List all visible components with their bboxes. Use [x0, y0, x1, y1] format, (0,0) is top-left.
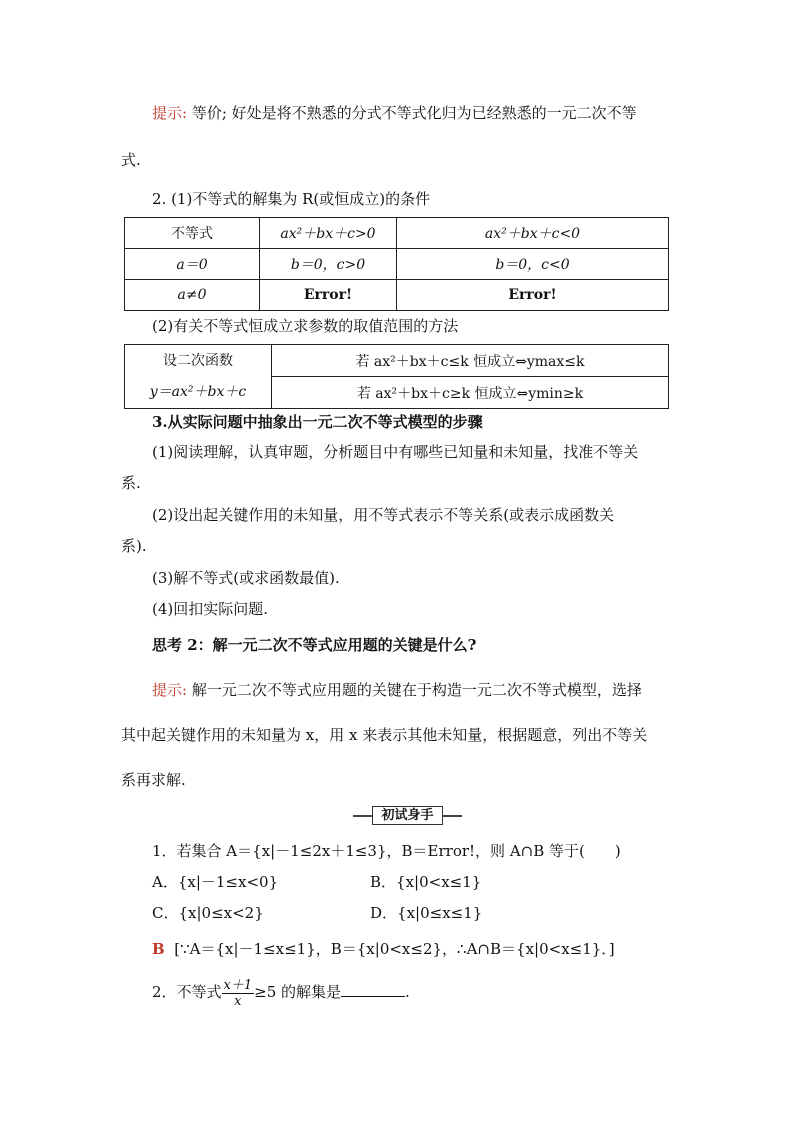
method-table: [124, 344, 669, 409]
q2-end: .: [405, 983, 410, 1001]
step2-line2: 系).: [121, 537, 147, 555]
left-line2: y＝ax²＋bx＋c: [149, 383, 247, 400]
step3: (3)解不等式(或求函数最值).: [152, 569, 340, 587]
table-cell: b＝0，c>0: [260, 249, 397, 280]
section2-sub2: (2)有关不等式恒成立求参数的取值范围的方法: [152, 317, 459, 335]
q1-option-d: D．{x|0≤x≤1}: [370, 904, 483, 922]
think2-hint-line2: 其中起关键作用的未知量为 x，用 x 来表示其他未知量，根据题意，列出不等关: [121, 726, 648, 744]
table-row: [125, 345, 669, 377]
q2-frac-den: x: [234, 993, 242, 1009]
q2-suffix: ≥5 的解集是: [254, 983, 342, 1001]
hint1-line1: [152, 102, 637, 123]
think2-hint-line1: [152, 679, 642, 700]
table-cell: Error!: [260, 280, 397, 311]
table-cell: ax²＋bx＋c>0: [260, 218, 397, 249]
table-cell: 若 ax²＋bx＋c≥k 恒成立⇔ymin≥k: [272, 377, 669, 409]
q1-answer-letter: B: [152, 940, 165, 958]
table-row: [125, 218, 669, 249]
table-cell: Error!: [397, 280, 669, 311]
table-cell-left: [125, 345, 272, 409]
q1-stem: 1．若集合 A＝{x|－1≤2x＋1≤3}，B＝Error!，则 A∩B 等于( ): [152, 842, 621, 860]
table-cell: a＝0: [125, 249, 260, 280]
hint1-text: 等价; 好处是将不熟悉的分式不等式化归为已经熟悉的一元二次不等: [187, 104, 637, 122]
table-cell: a≠0: [125, 280, 260, 311]
table-cell: 不等式: [125, 218, 260, 249]
think2-hint-line3: 系再求解.: [121, 771, 186, 789]
section3-heading: 3.从实际问题中抽象出一元二次不等式模型的步骤: [152, 413, 483, 431]
table-row: [125, 249, 669, 280]
step1-line2: 系.: [121, 474, 141, 492]
q1-answer-text: [∵A＝{x|－1≤x≤1}，B＝{x|0<x≤2}，∴A∩B＝{x|0<x≤1}．]: [174, 940, 615, 958]
q2: [152, 977, 410, 1009]
think2-question: 思考 2：解一元二次不等式应用题的关键是什么?: [152, 636, 477, 654]
left-line1: 设二次函数: [163, 352, 233, 369]
banner-label: 初试身手: [372, 806, 442, 825]
q2-prefix: 2．不等式: [152, 983, 222, 1001]
hint1-label: 提示:: [152, 104, 188, 122]
think2-hint-text: 解一元二次不等式应用题的关键在于构造一元二次不等式模型，选择: [187, 681, 642, 699]
step4: (4)回扣实际问题.: [152, 600, 269, 618]
q1-option-b: B．{x|0<x≤1}: [370, 873, 482, 891]
q2-frac-num: x＋1: [223, 977, 253, 993]
condition-table: [124, 217, 669, 311]
table-cell: 若 ax²＋bx＋c≤k 恒成立⇔ymax≤k: [272, 345, 669, 377]
table-cell: ax²＋bx＋c<0: [397, 218, 669, 249]
step2-line1: (2)设出起关键作用的未知量，用不等式表示不等关系(或表示成函数关: [152, 506, 615, 524]
step1-line1: (1)阅读理解，认真审题，分析题目中有哪些已知量和未知量，找准不等关: [152, 443, 639, 461]
table-cell: b＝0，c<0: [397, 249, 669, 280]
section2-heading: 2. (1)不等式的解集为 R(或恒成立)的条件: [152, 190, 431, 208]
banner-right-bar: [440, 815, 462, 817]
q2-answer-blank[interactable]: [341, 982, 405, 997]
q1-option-c: C．{x|0≤x<2}: [152, 904, 264, 922]
q1-option-a: A．{x|－1≤x<0}: [152, 873, 279, 891]
q1-answer: [152, 938, 615, 959]
think2-hint-label: 提示:: [152, 681, 188, 699]
section-banner: [355, 806, 460, 826]
hint1-line2: 式.: [121, 151, 141, 169]
table-row: [125, 280, 669, 311]
q2-fraction: [222, 978, 255, 1009]
